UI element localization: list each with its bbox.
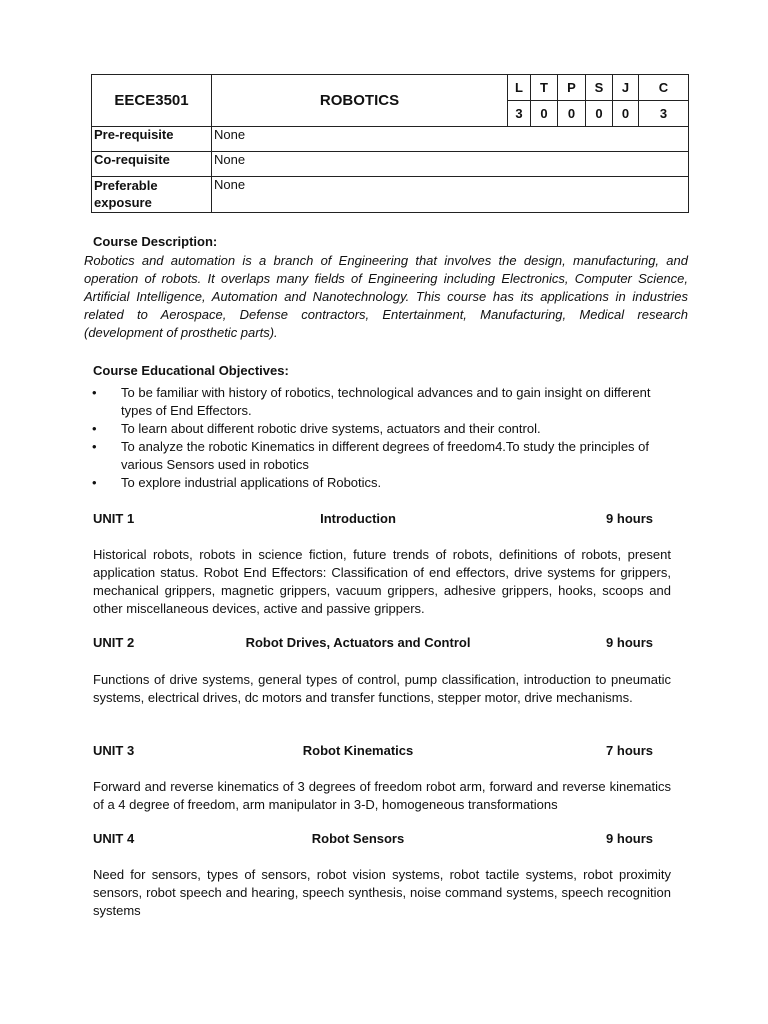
unit-3-content: Forward and reverse kinematics of 3 degrees of freedom robot arm, forward and reverse kinematics of a 4 degree of freedom, arm manipulator in 3-D, homogeneous transformations <box>93 779 671 812</box>
objective-item: • To analyze the robotic Kinematics in different degrees of freedom4.To study the principles of various Sensors used in robotics <box>92 438 652 474</box>
credit-value: 0 <box>613 101 639 127</box>
objectives-list <box>92 384 652 492</box>
credit-header: C <box>639 75 689 101</box>
unit-3-header <box>93 743 653 761</box>
credit-header: L <box>508 75 531 101</box>
unit-2-content: Functions of drive systems, general types of control, pump classification, introduction to pneumatic systems, electrical drives, dc motors and transfer functions, stepper motor, drive mechanisms. <box>93 672 671 705</box>
credit-value: 0 <box>586 101 613 127</box>
unit-1-header <box>93 511 653 529</box>
unit-label: UNIT 3 <box>93 743 135 758</box>
credit-value: 0 <box>531 101 558 127</box>
unit-hours: 9 hours <box>606 831 653 846</box>
prerequisite-label: Pre-requisite <box>92 127 212 152</box>
credit-value: 3 <box>508 101 531 127</box>
unit-label: UNIT 2 <box>93 635 135 650</box>
preferable-exposure-label: Preferable exposure <box>92 177 212 213</box>
credit-value: 3 <box>639 101 689 127</box>
unit-4-header <box>93 831 653 849</box>
unit-4-content: Need for sensors, types of sensors, robot vision systems, robot tactile systems, robot proximity sensors, robot speech and hearing, speech synthesis, noise command systems, speech recognition systems <box>93 867 671 918</box>
corequisite-value: None <box>212 152 689 177</box>
credit-header: S <box>586 75 613 101</box>
course-header-table <box>91 74 689 213</box>
unit-label: UNIT 1 <box>93 511 135 526</box>
unit-title: Robot Kinematics <box>302 743 414 758</box>
unit-hours: 9 hours <box>606 635 653 650</box>
course-title: ROBOTICS <box>212 75 508 127</box>
credit-header: T <box>531 75 558 101</box>
credit-header: J <box>613 75 639 101</box>
unit-title: Robot Drives, Actuators and Control <box>245 635 471 650</box>
objective-item: • To be familiar with history of robotics, technological advances and to gain insight on different types of End Effectors. <box>92 384 652 420</box>
unit-label: UNIT 4 <box>93 831 135 846</box>
unit-hours: 7 hours <box>606 743 653 758</box>
unit-2-header <box>93 635 653 653</box>
credit-header: P <box>558 75 586 101</box>
prerequisite-value: None <box>212 127 689 152</box>
unit-hours: 9 hours <box>606 511 653 526</box>
preferable-exposure-value: None <box>212 177 689 213</box>
description-heading: Course Description: <box>93 234 218 249</box>
unit-title: Robot Sensors <box>311 831 405 846</box>
objective-item: • To learn about different robotic drive systems, actuators and their control. <box>92 420 652 438</box>
course-code: EECE3501 <box>92 75 212 127</box>
description-text: Robotics and automation is a branch of Engineering that involves the design, manufacturing, and operation of robots. It overlaps many fields of Engineering including Electronics, Computer Science, Artificial Intelligence, Automation and Nanotechnology. This course has its applications in industries related to Aerospace, Defense contractors, Entertainment, Manufacturing, Medical research (development of prosthetic parts). <box>84 253 688 340</box>
unit-1-content: Historical robots, robots in science fiction, future trends of robots, definitions of robots, present application status. Robot End Effectors: Classification of end effectors, drive systems for grippers, mechanical grippers, magnetic grippers, vacuum grippers, adhesive grippers, hooks, scoops and other miscellaneous devices, active and passive grippers. <box>93 547 671 616</box>
objectives-heading: Course Educational Objectives: <box>93 363 289 378</box>
credit-value: 0 <box>558 101 586 127</box>
corequisite-label: Co-requisite <box>92 152 212 177</box>
unit-title: Introduction <box>320 511 396 526</box>
objective-item: • To explore industrial applications of Robotics. <box>92 474 652 492</box>
